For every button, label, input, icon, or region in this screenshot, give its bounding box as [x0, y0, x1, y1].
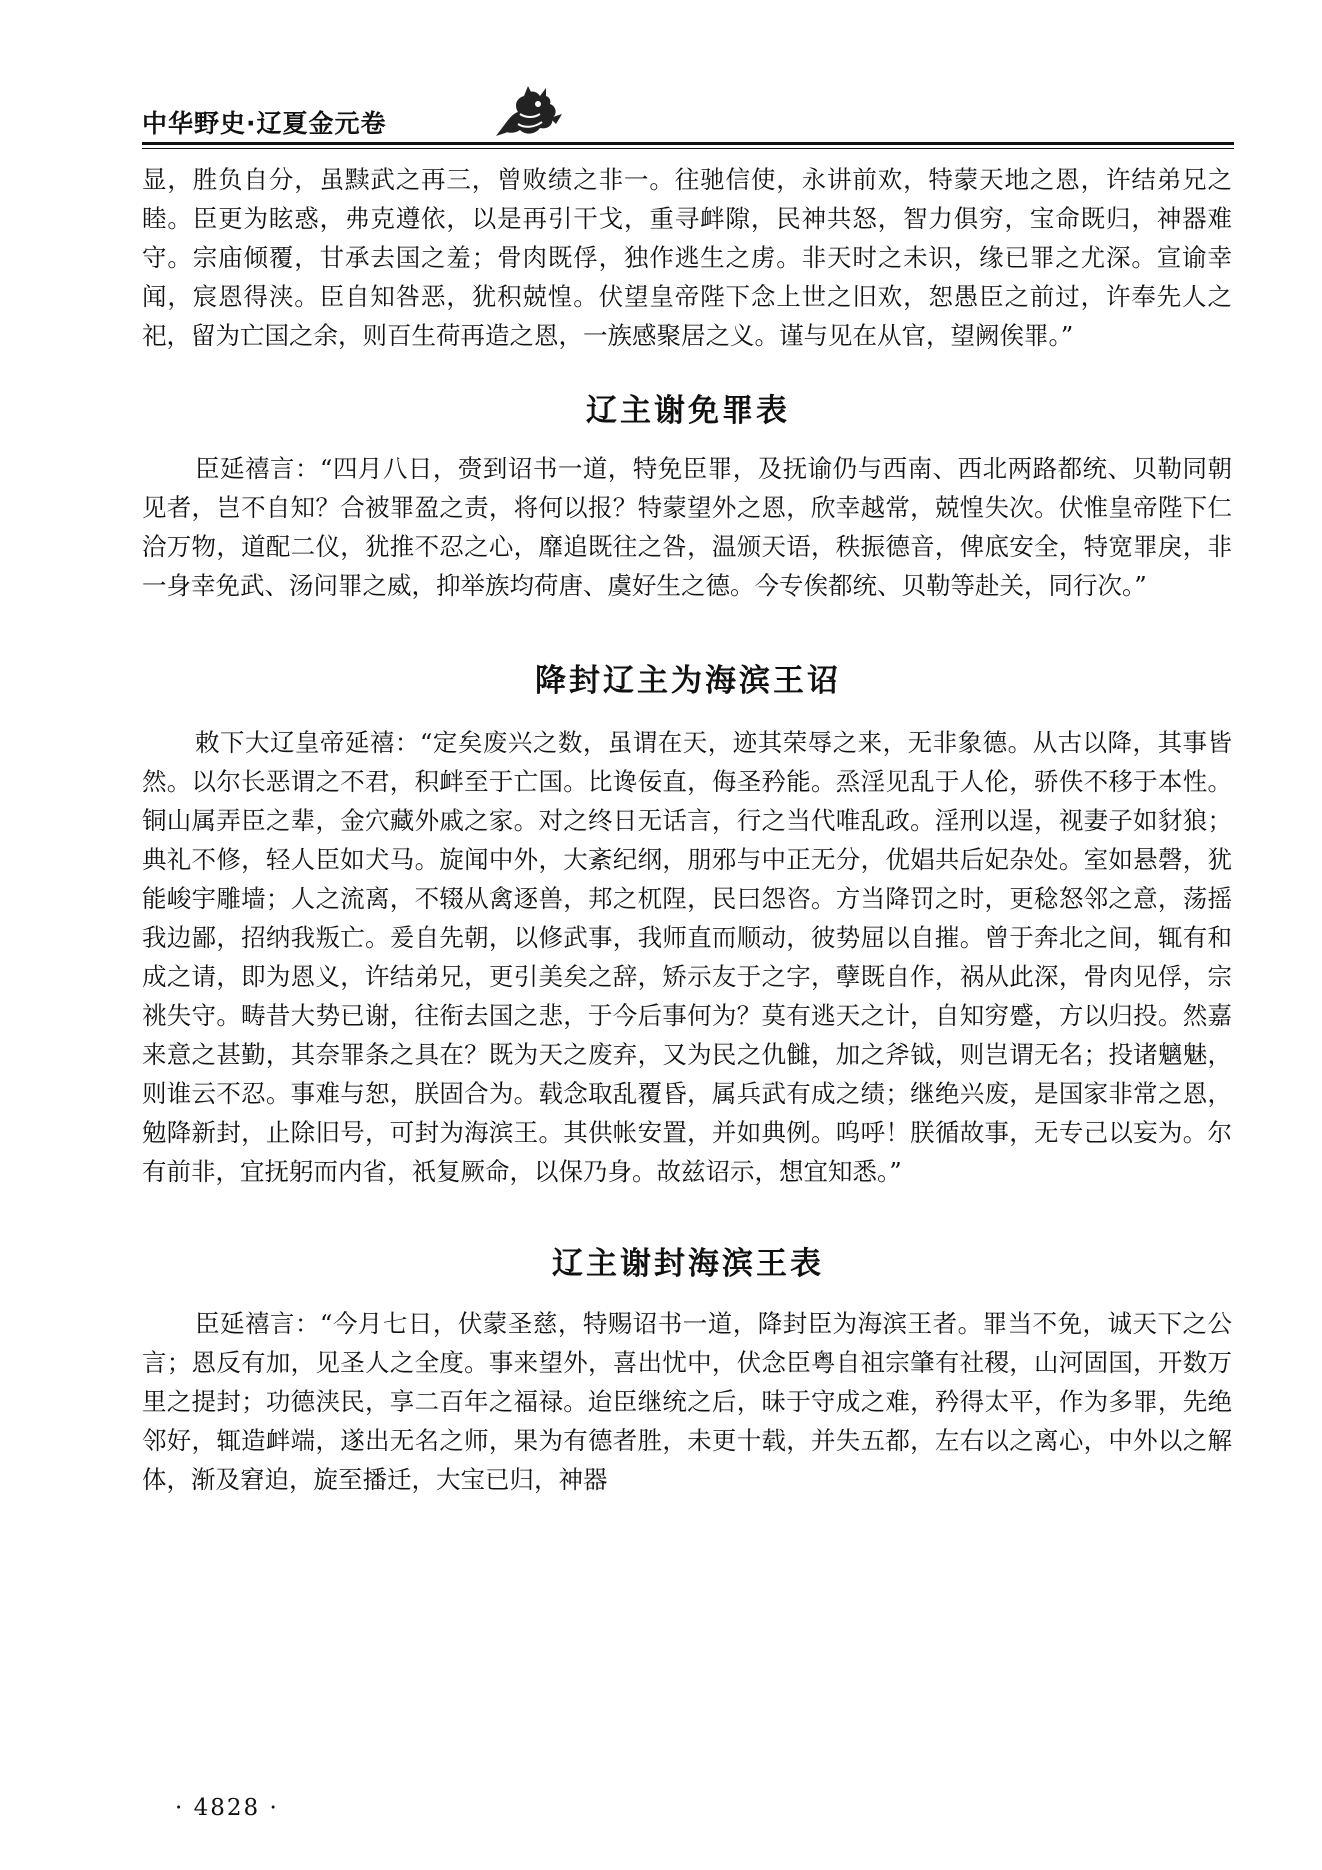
page-number: · 4828 · [175, 1795, 279, 1821]
section-title-edict: 降封辽主为海滨王诏 [535, 663, 841, 699]
header-rule-thin [142, 148, 1234, 149]
section-title-thanks: 辽主谢封海滨王表 [552, 1246, 824, 1282]
section-text-thanks: 臣延禧言：“今月七日，伏蒙圣慈，特赐诏书一道，降封臣为海滨王者。罪当不免，诚天下之公言；恩反有加，见圣人之全度。事来望外，喜出忧中，伏念臣粤自祖宗肇有社稷，山河固国，开数万里之提封；功德浃民，享二百年之福禄。迨臣继统之后，昧于守成之难，矜得太平，作为多罪，先绝邻好，辄造衅端，遂出无名之师，果为有德者胜，未更十载，并失五都，左右以之离心，中外以之解体，渐及窘迫，旋至播迁，大宝已归，神器 [142, 1309, 1232, 1494]
book-title: 中华野史·辽夏金元卷 [142, 109, 387, 138]
section-text-exemption: 臣延禧言：“四月八日，赍到诏书一道，特免臣罪，及抚谕仍与西南、西北两路都统、贝勒同朝见者，岂不自知？合被罪盈之责，将何以报？特蒙望外之恩，欣幸越常，兢惶失次。伏惟皇帝陛下仁洽万物，道配二仪，犹推不忍之心，靡追既往之咎，温颁天语，秩振德音，俾底安全，特宽罪戾，非一身幸免武、汤问罪之威，抑举族均荷唐、虞好生之德。今专俟都统、贝勒等赴关，同行次。” [142, 454, 1232, 600]
running-header [142, 94, 1234, 144]
header-rule [142, 142, 1234, 145]
intro-paragraph: 显，胜负自分，虽黩武之再三，曾败绩之非一。往驰信使，永讲前欢，特蒙天地之恩，许结弟兄之睦。臣更为眩惑，弗克遵依，以是再引干戈，重寻衅隙，民神共怒，智力俱穷，宝命既归，神器难守。宗庙倾覆，甘承去国之羞；骨肉既俘，独作逃生之虏。非天时之未识，缘已罪之尤深。宣谕幸闻，宸恩得浃。臣自知咎恶，犹积兢惶。伏望皇帝陛下念上世之旧欢，恕愚臣之前过，许奉先人之祀，留为亡国之余，则百生荷再造之恩，一族感聚居之义。谨与见在从官，望阙俟罪。” [142, 165, 1232, 350]
section-title-exemption: 辽主谢免罪表 [586, 393, 790, 429]
section-text-edict: 敕下大辽皇帝延禧：“定矣废兴之数，虽谓在天，迹其荣辱之来，无非象德。从古以降，其事皆然。以尔长恶谓之不君，积衅至于亡国。比谗佞直，侮圣矜能。烝淫见乱于人伦，骄佚不移于本性。铜山属弄臣之辈，金穴藏外戚之家。对之终日无话言，行之当代唯乱政。淫刑以逞，视妻子如豺狼；典礼不修，轻人臣如犬马。旋闻中外，大紊纪纲，朋邪与中正无分，优娼共后妃杂处。室如悬磬，犹能峻宇雕墙；人之流离，不辍从禽逐兽，邦之杌陧，民曰怨咨。方当降罚之时，更稔怒邻之意，荡摇我边鄙，招纳我叛亡。爰自先朝，以修武事，我师直而顺动，彼势屈以自摧。曾于奔北之间，辄有和成之请，即为恩义，许结弟兄，更引美矣之辞，矫示友于之字，孽既自作，祸从此深，骨肉见俘，宗祧失守。畴昔大势已谢，往衔去国之悲，于今后事何为？莫有逃天之计，自知穷蹙，方以归投。然嘉来意之甚勤，其奈罪条之具在？既为天之废弃，又为民之仇雠，加之斧钺，则岂谓无名；投诸魑魅，则谁云不忍。事难与恕，朕固合为。载念取乱覆昏，属兵武有成之绩；继绝兴废，是国家非常之恩，勉降新封，止除旧号，可封为海滨王。其供帐安置，并如典例。呜呼！朕循故事，无专己以妄为。尔有前非，宜抚躬而内省，祇复厥命，以保乃身。故兹诏示，想宜知悉。” [142, 728, 1232, 1186]
dragon-emblem-icon [494, 84, 564, 140]
